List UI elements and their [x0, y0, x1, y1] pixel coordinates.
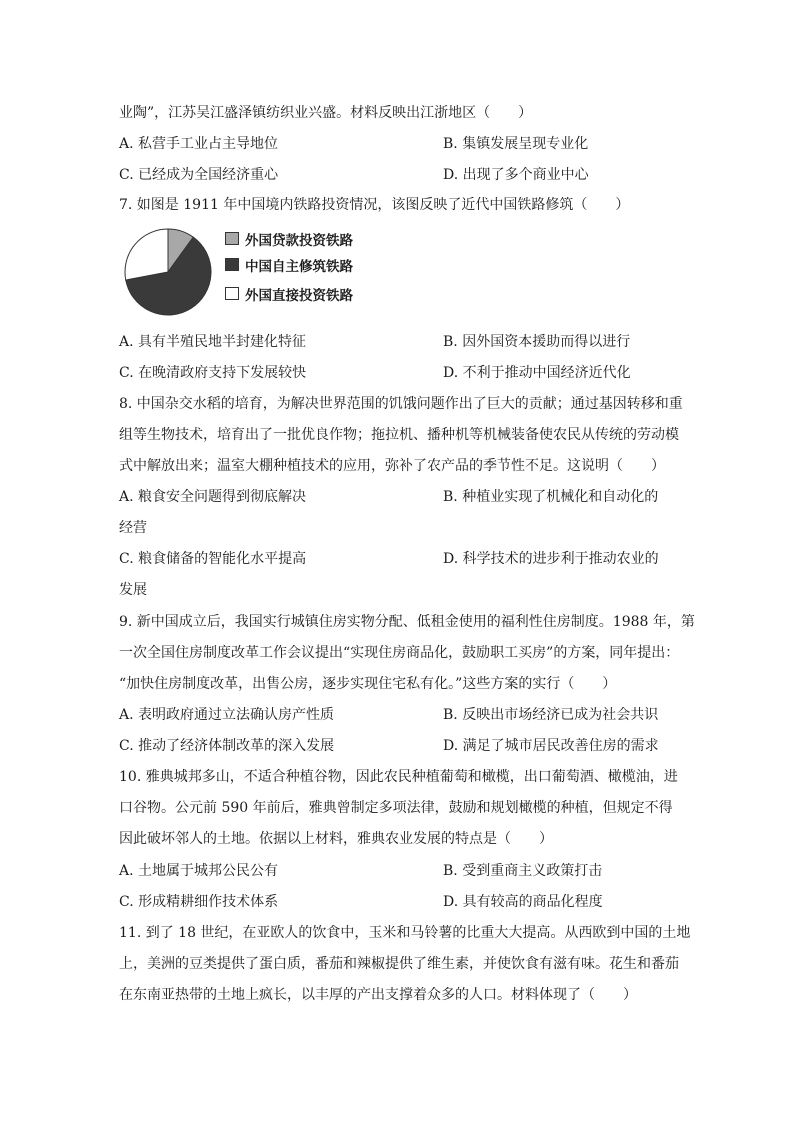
q7-option-a: A. 具有半殖民地半封建化特征 — [119, 334, 307, 350]
q9-option-b: B. 反映出市场经济已成为社会共识 — [443, 707, 659, 723]
q8-option-a: A. 粮食安全问题得到彻底解决 — [119, 489, 307, 505]
q8-option-b-wrap: 经营 — [119, 520, 147, 536]
q6-option-a: A. 私营手工业占主导地位 — [119, 136, 279, 152]
q9-option-d: D. 满足了城市居民改善住房的需求 — [443, 738, 659, 754]
q8-option-d-wrap: 发展 — [119, 582, 147, 598]
q6-option-c: C. 已经成为全国经济重心 — [119, 167, 279, 183]
q9-option-c: C. 推动了经济体制改革的深入发展 — [119, 738, 335, 754]
q10-option-d: D. 具有较高的商品化程度 — [443, 894, 603, 910]
legend-label-1: 外国贷款投资铁路 — [245, 233, 353, 249]
q6-option-b: B. 集镇发展呈现专业化 — [443, 136, 589, 152]
q7-option-b: B. 因外国资本援助而得以进行 — [443, 334, 631, 350]
q10-option-b: B. 受到重商主义政策打击 — [443, 863, 603, 879]
legend-swatch-1 — [225, 232, 239, 245]
legend-label-2: 中国自主修筑铁路 — [245, 259, 353, 275]
railway-investment-pie-chart — [119, 224, 379, 314]
q8-option-d: D. 科学技术的进步利于推动农业的 — [443, 551, 659, 567]
q10-stem-line-3: 因此破坏邻人的土地。依据以上材料，雅典农业发展的特点是（ ） — [119, 831, 553, 847]
q8-stem-line-2: 组等生物技术，培育出了一批优良作物；拖拉机、播种机等机械装备使农民从传统的劳动模 — [119, 427, 679, 443]
q7-option-c: C. 在晚清政府支持下发展较快 — [119, 365, 307, 381]
q8-option-b: B. 种植业实现了机械化和自动化的 — [443, 489, 659, 505]
legend-swatch-3 — [225, 287, 239, 300]
q11-stem-line-1: 11. 到了 18 世纪，在亚欧人的饮食中，玉米和马铃薯的比重大大提高。从西欧到中国的土地 — [119, 925, 691, 941]
q6-stem-continuation: 业陶”，江苏吴江盛泽镇纺织业兴盛。材料反映出江浙地区（ ） — [119, 105, 533, 121]
q9-option-a: A. 表明政府通过立法确认房产性质 — [119, 707, 335, 723]
q10-stem-line-2: 口谷物。公元前 590 年前后，雅典曾制定多项法律，鼓励和规划橄榄的种植，但规定不得 — [119, 800, 673, 816]
q10-option-c: C. 形成精耕细作技术体系 — [119, 894, 279, 910]
q6-option-d: D. 出现了多个商业中心 — [443, 167, 589, 183]
legend-swatch-2 — [225, 258, 239, 271]
q9-stem-line-2: 一次全国住房制度改革工作会议提出“实现住房商品化，鼓励职工买房”的方案，同年提出： — [119, 645, 680, 661]
q11-stem-line-2: 上，美洲的豆类提供了蛋白质，番茄和辣椒提供了维生素，并使饮食有滋有味。花生和番茄 — [119, 956, 679, 972]
pie-legend — [119, 224, 379, 314]
q8-stem-line-1: 8. 中国杂交水稻的培育，为解决世界范围的饥饿问题作出了巨大的贡献；通过基因转移和重 — [119, 396, 683, 412]
q7-option-d: D. 不利于推动中国经济近代化 — [443, 365, 631, 381]
q10-stem-line-1: 10. 雅典城邦多山，不适合种植谷物，因此农民种植葡萄和橄榄，出口葡萄酒、橄榄油，进 — [119, 769, 678, 785]
q10-option-a: A. 土地属于城邦公民公有 — [119, 863, 279, 879]
q11-stem-line-3: 在东南亚热带的土地上疯长，以丰厚的产出支撑着众多的人口。材料体现了（ ） — [119, 987, 637, 1003]
q9-stem-line-3: “加快住房制度改革，出售公房，逐步实现住宅私有化。”这些方案的实行（ ） — [119, 676, 617, 692]
q7-stem: 7. 如图是 1911 年中国境内铁路投资情况，该图反映了近代中国铁路修筑（ ） — [119, 197, 630, 213]
q9-stem-line-1: 9. 新中国成立后，我国实行城镇住房实物分配、低租金使用的福利性住房制度。1988 年，第 — [119, 614, 695, 630]
q8-option-c: C. 粮食储备的智能化水平提高 — [119, 551, 307, 567]
legend-label-3: 外国直接投资铁路 — [245, 288, 353, 304]
q8-stem-line-3: 式中解放出来；温室大棚种植技术的应用，弥补了农产品的季节性不足。这说明（ ） — [119, 458, 665, 474]
